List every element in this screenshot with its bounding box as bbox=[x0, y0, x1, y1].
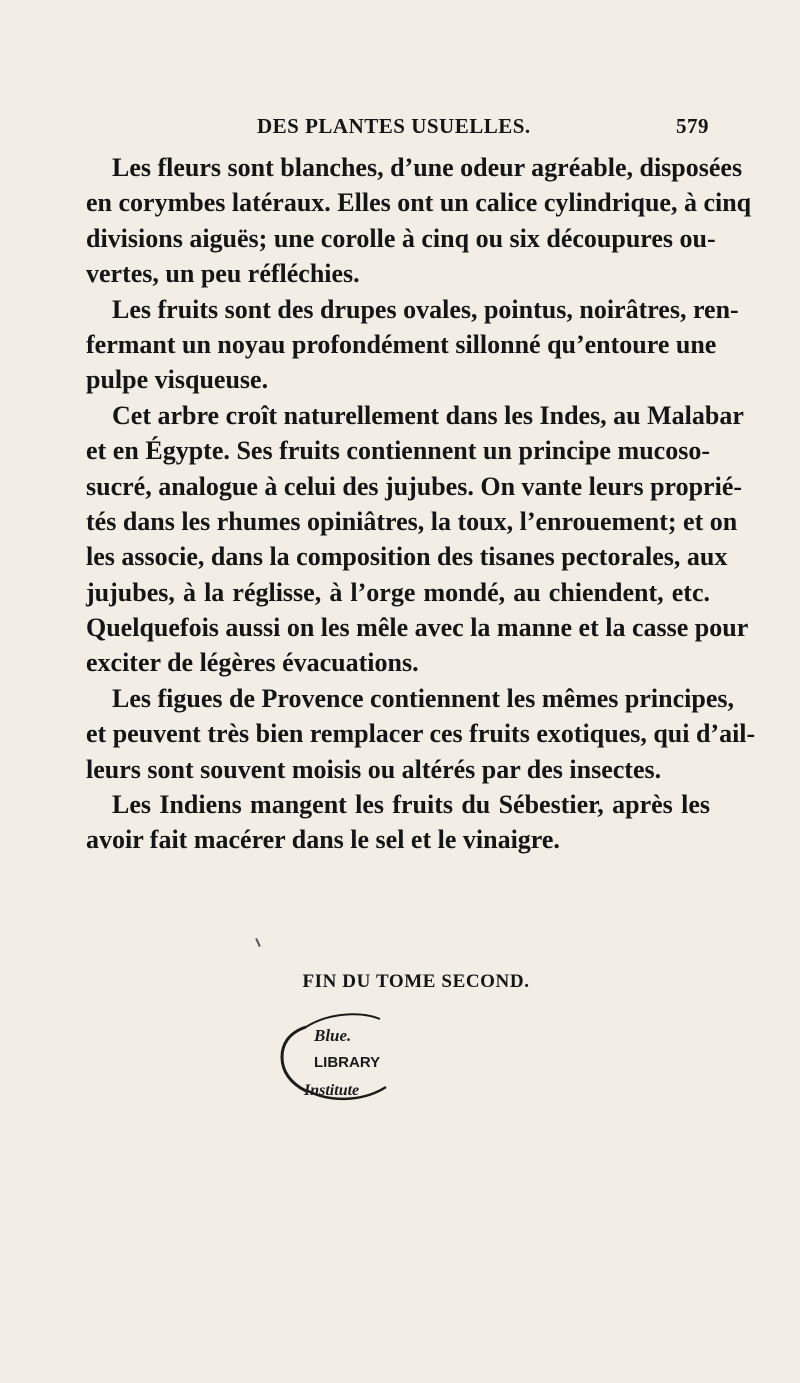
stamp-bottom-text: Institute bbox=[304, 1082, 360, 1099]
print-mark bbox=[255, 938, 261, 947]
text-line: leurs sont souvent moisis ou altérés par des insectes. bbox=[86, 754, 662, 784]
text-line: Les Indiens mangent les fruits du Sébestier, après les bbox=[112, 790, 710, 820]
text-line: Cet arbre croît naturellement dans les Indes, au Malabar bbox=[112, 400, 744, 430]
text-line: jujubes, à la réglisse, à l’orge mondé, au chiendent, etc. bbox=[86, 577, 710, 607]
text-line: fermant un noyau profondément sillonné qu’entoure une bbox=[86, 329, 717, 359]
body-text bbox=[86, 150, 756, 858]
text-line: Quelquefois aussi on les mêle avec la manne et la casse pour bbox=[86, 613, 749, 643]
text-line: les associe, dans la composition des tisanes pectorales, aux bbox=[86, 542, 728, 572]
text-line: Les fruits sont des drupes ovales, pointus, noirâtres, ren- bbox=[112, 294, 739, 324]
stamp-middle-text: LIBRARY bbox=[314, 1054, 381, 1071]
text-line: en corymbes latéraux. Elles ont un calice cylindrique, à cinq bbox=[86, 188, 752, 218]
text-line: Les fleurs sont blanches, d’une odeur agréable, disposées bbox=[112, 153, 743, 182]
running-header bbox=[87, 112, 709, 144]
stamp-top-text: Blue. bbox=[314, 1026, 352, 1045]
text-line: avoir fait macérer dans le sel et le vinaigre. bbox=[86, 825, 560, 855]
text-line: sucré, analogue à celui des jujubes. On vante leurs proprié- bbox=[86, 471, 743, 501]
closing-text: FIN DU TOME SECOND. bbox=[302, 971, 530, 992]
library-stamp bbox=[268, 1005, 408, 1103]
text-line: divisions aiguës; une corolle à cinq ou six découpures ou- bbox=[86, 223, 716, 253]
text-line: et peuvent très bien remplacer ces fruits exotiques, qui d’ail- bbox=[86, 719, 756, 749]
running-title: DES PLANTES USUELLES. bbox=[257, 114, 531, 138]
text-line: et en Égypte. Ses fruits contiennent un principe mucoso- bbox=[86, 436, 710, 466]
text-line: vertes, un peu réfléchies. bbox=[86, 259, 360, 289]
page-number: 579 bbox=[676, 114, 709, 138]
text-line: tés dans les rhumes opiniâtres, la toux, l’enrouement; et on bbox=[86, 506, 738, 536]
text-line: pulpe visqueuse. bbox=[86, 365, 269, 395]
text-line: exciter de légères évacuations. bbox=[86, 648, 419, 678]
closing-line bbox=[0, 971, 800, 993]
text-line: Les figues de Provence contiennent les mêmes principes, bbox=[112, 683, 734, 713]
